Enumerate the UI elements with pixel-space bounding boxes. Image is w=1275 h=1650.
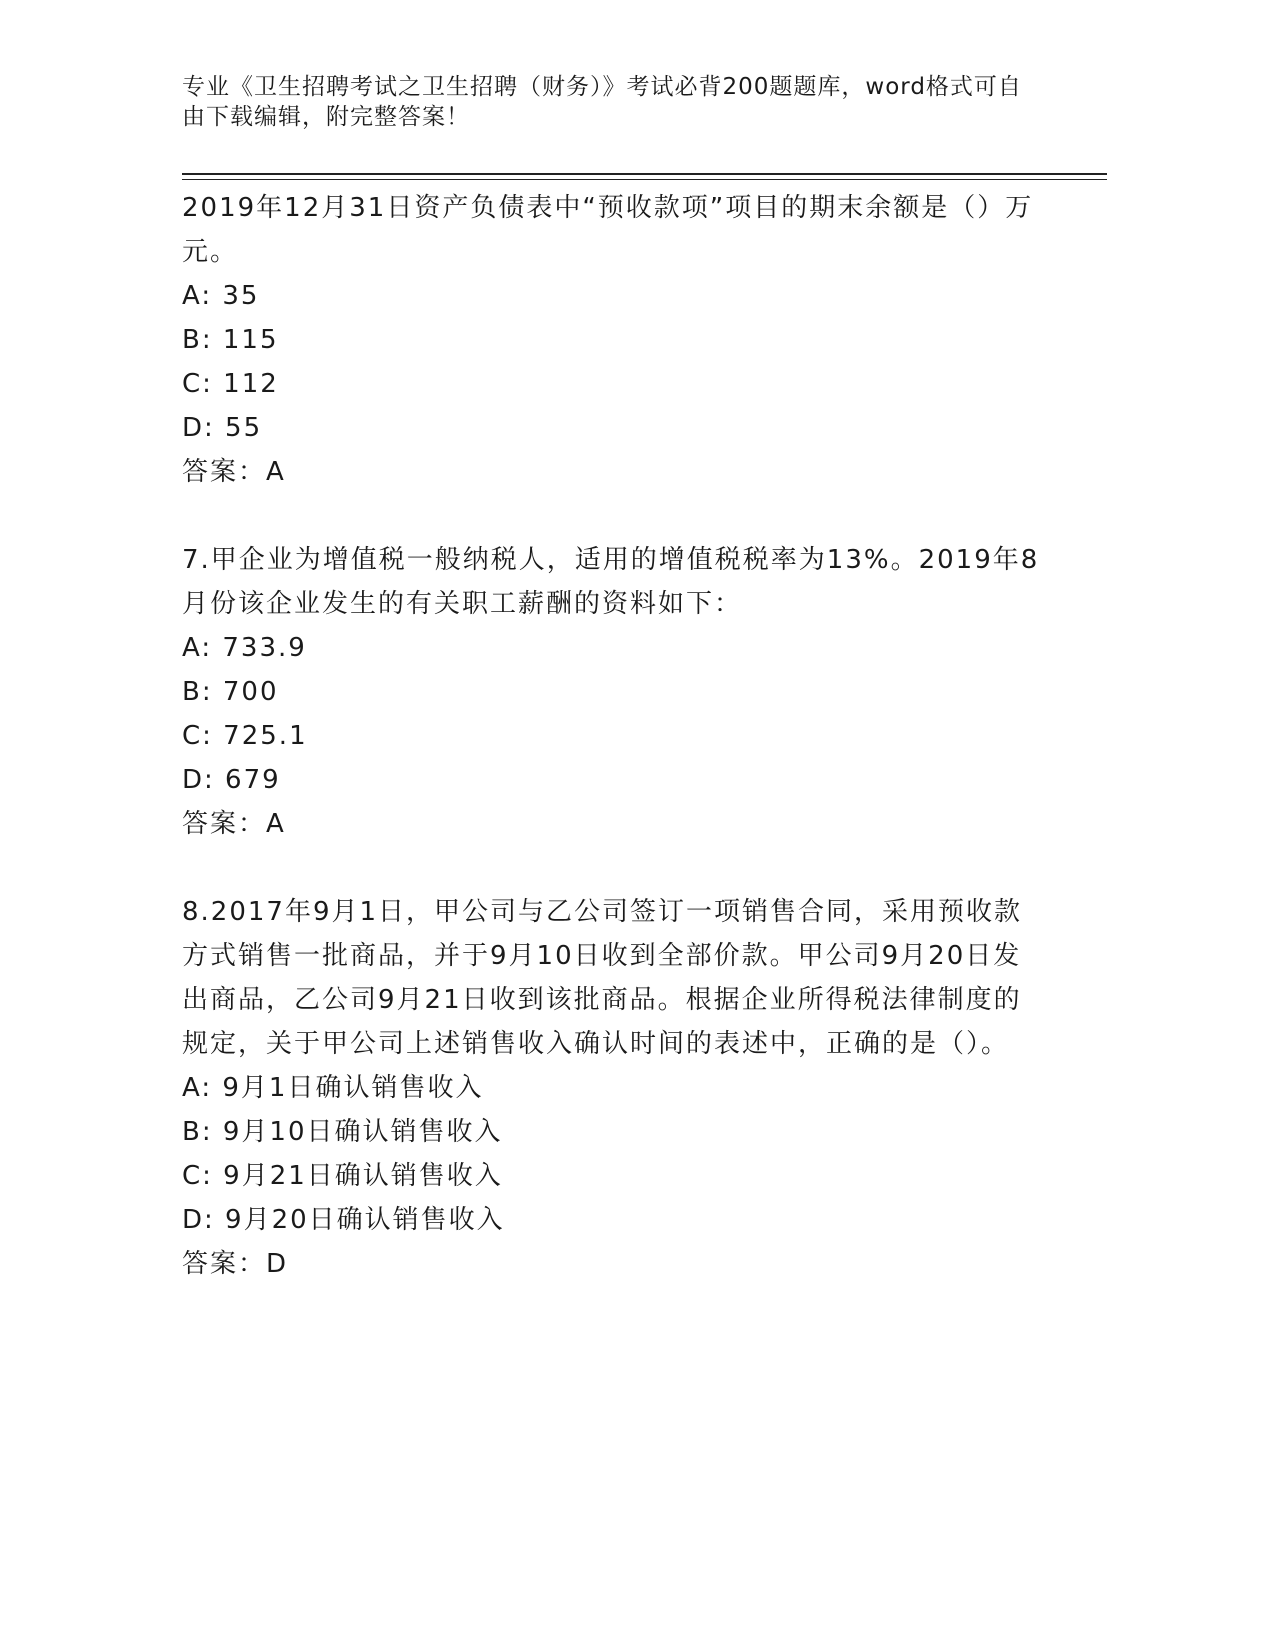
question-text: 8.2017年9月1日，甲公司与乙公司签订一项销售合同，采用预收款方式销售一批商品，并于9月10日收到全部价款。甲公司9月20日发出商品，乙公司9月21日收到该批商品。根据企业所得税法律制度的规定，关于甲公司上述销售收入确认时间的表述中，正确的是（）。 [182,897,1023,1059]
question-list [182,186,1042,1286]
answer-text: 答案：D [182,1249,289,1279]
answer-text: 答案：A [182,457,286,487]
question-block [182,538,1042,846]
option-d: D: 679 [182,765,281,795]
question-block [182,186,1042,494]
question-text: 2019年12月31日资产负债表中“预收款项”项目的期末余额是（）万元。 [182,193,1034,267]
option-b: B: 700 [182,677,279,707]
spacer [182,494,1042,538]
option-c: C: 725.1 [182,721,308,751]
option-d: D: 55 [182,413,263,443]
option-c: C: 9月21日确认销售收入 [182,1161,503,1191]
option-b: B: 115 [182,325,279,355]
option-a: A: 9月1日确认销售收入 [182,1073,484,1103]
option-b: B: 9月10日确认销售收入 [182,1117,503,1147]
option-c: C: 112 [182,369,279,399]
spacer [182,846,1042,890]
header-divider-thick [182,173,1107,175]
option-d: D: 9月20日确认销售收入 [182,1205,505,1235]
document-header: 专业《卫生招聘考试之卫生招聘（财务）》考试必背200题题库，word格式可自由下载编辑，附完整答案！ [182,74,1022,130]
question-block [182,890,1042,1286]
option-a: A: 35 [182,281,260,311]
question-text: 7.甲企业为增值税一般纳税人，适用的增值税税率为13%。2019年8月份该企业发生的有关职工薪酬的资料如下： [182,545,1040,619]
option-a: A: 733.9 [182,633,307,663]
answer-text: 答案：A [182,809,286,839]
header-divider-thin [182,179,1107,180]
